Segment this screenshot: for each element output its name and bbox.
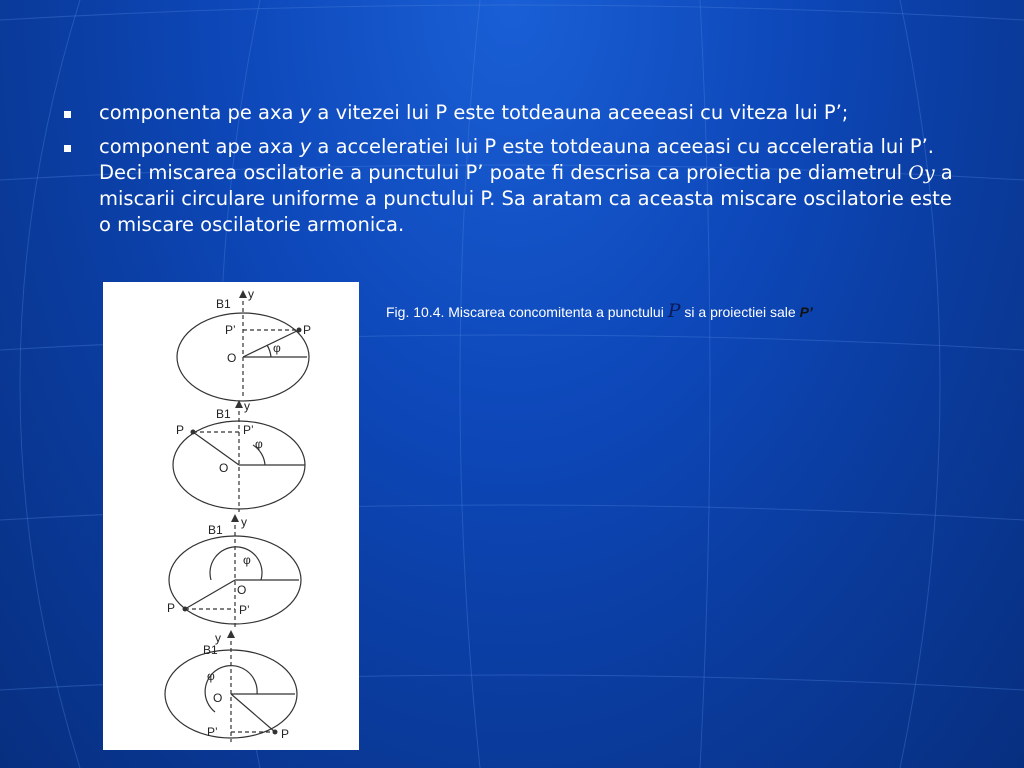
diameter-symbol: Oy <box>908 162 935 184</box>
caption-text-2: si a proiectiei sale <box>680 304 800 320</box>
label-b1: B1 <box>216 297 231 311</box>
label-o: O <box>237 583 247 597</box>
bullet-item <box>60 134 965 238</box>
label-y: y <box>248 287 254 301</box>
caption-p-symbol: P <box>667 300 681 322</box>
bullet-text: a miscarii circulare uniforme a punctului P. Sa aratam ca aceasta miscare oscilatorie este o miscare oscilatorie armonica. <box>99 161 953 236</box>
label-o: O <box>213 691 223 705</box>
bullet-list <box>60 100 965 246</box>
caption-p-prime: P’ <box>799 304 813 320</box>
bullet-text: a acceleratiei lui P este totdeauna aceeasi cu acceleratia lui P’. Deci miscarea oscilatorie a punctului P’ poate fi descrisa ca proiectia pe diametrul <box>99 135 934 184</box>
label-b1: B1 <box>203 643 218 657</box>
label-phi: φ <box>207 669 215 683</box>
label-o: O <box>227 351 237 365</box>
bullet-item <box>60 100 965 126</box>
label-y: y <box>241 515 247 529</box>
label-p-prime: P’ <box>207 725 218 739</box>
bullet-text: a vitezei lui P este totdeauna aceeeasi cu viteza lui P’; <box>311 101 849 124</box>
label-p-prime: P’ <box>239 603 250 617</box>
label-phi: φ <box>243 553 251 567</box>
label-o: O <box>219 461 229 475</box>
label-phi: φ <box>273 341 281 355</box>
axis-variable: y <box>299 135 312 158</box>
bullet-square-icon <box>64 145 71 152</box>
label-y: y <box>244 399 250 413</box>
axis-variable: y <box>299 101 312 124</box>
bullet-text: component ape axa <box>99 135 300 158</box>
label-y: y <box>215 631 221 645</box>
label-b1: B1 <box>208 523 223 537</box>
label-b1: B1 <box>216 407 231 421</box>
label-p-prime: P’ <box>243 423 254 437</box>
label-p: P <box>281 727 290 741</box>
label-p: P <box>167 601 176 615</box>
label-p-prime: P’ <box>225 323 236 337</box>
caption-text: Fig. 10.4. Miscarea concomitenta a punctului <box>386 304 668 320</box>
label-p: P <box>303 323 312 337</box>
bullet-text: componenta pe axa <box>99 101 300 124</box>
label-phi: φ <box>255 437 263 451</box>
figure-caption <box>386 300 813 322</box>
bullet-square-icon <box>64 111 71 118</box>
circular-motion-figure <box>103 282 359 750</box>
label-p: P <box>176 423 185 437</box>
